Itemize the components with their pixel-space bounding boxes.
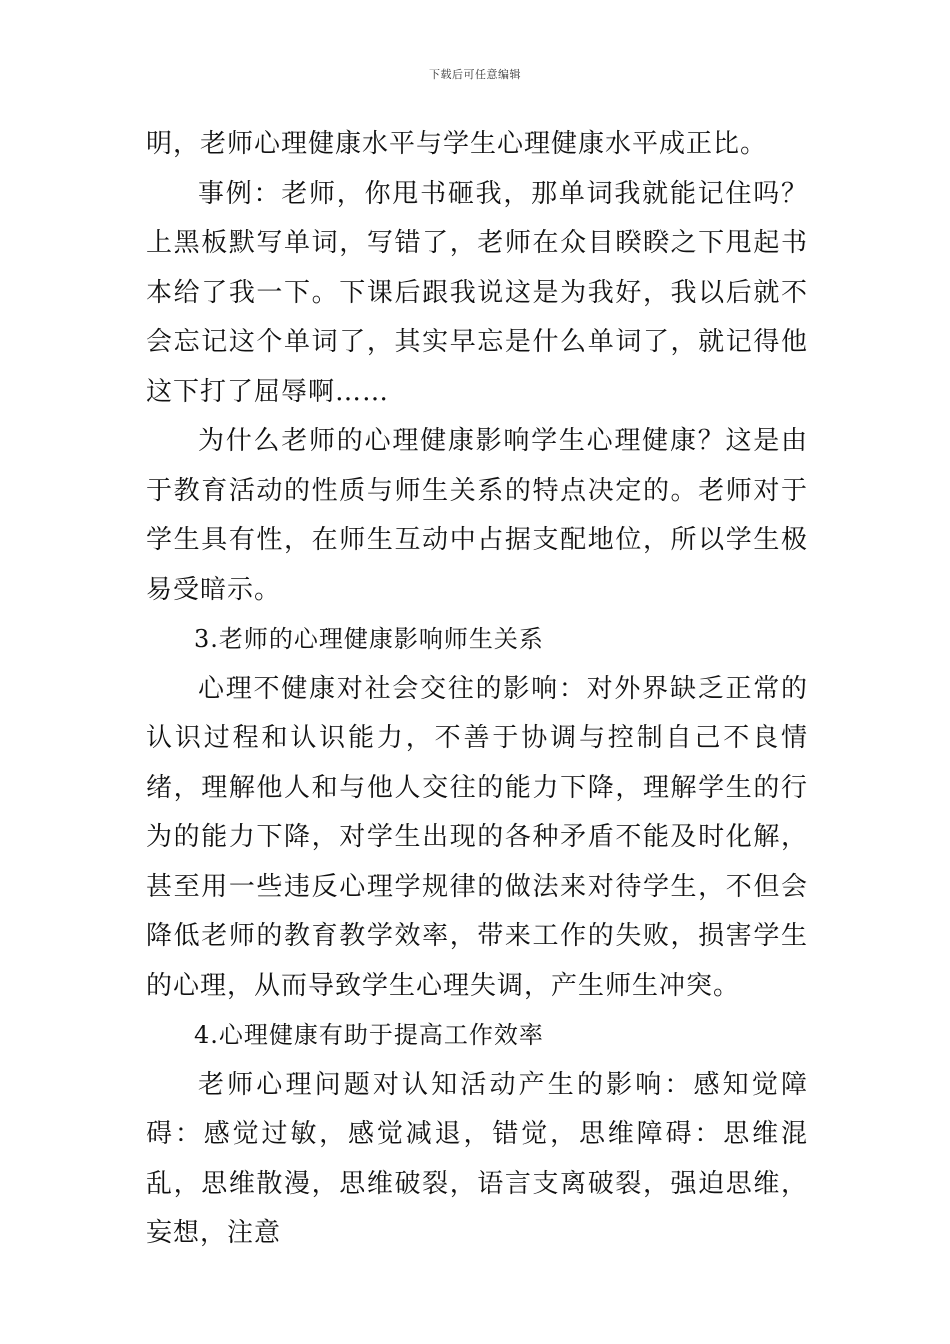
paragraph-continuation: 明，老师心理健康水平与学生心理健康水平成正比。 — [146, 129, 768, 159]
section-heading-3: 3.老师的心理健康影响师生关系 — [194, 625, 544, 653]
paragraph-social-interaction: 心理不健康对社会交往的影响：对外界缺乏正常的认识过程和认识能力，不善于协调与控制自己不良情绪，理解他人和与他人交往的能力下降，理解学生的行为的能力下降，对学生出现的各种矛盾不能及时化解，甚至用一些违反心理学规律的做法来对待学生，不但会降低老师的教育教学效率，带来工作的失败，损害学生的心理，从而导致学生心理失调，产生师生冲突。 — [146, 673, 808, 1001]
paragraph-example: 事例：老师，你甩书砸我，那单词我就能记住吗？上黑板默写单词，写错了，老师在众目睽睽之下甩起书本给了我一下。下课后跟我说这是为我好，我以后就不会忘记这个单词了，其实早忘是什么单词了，就记得他这下打了屈辱啊…… — [146, 178, 808, 407]
paragraph-why-influence: 为什么老师的心理健康影响学生心理健康？这是由于教育活动的性质与师生关系的特点决定的。老师对于学生具有性，在师生互动中占据支配地位，所以学生极易受暗示。 — [146, 426, 808, 605]
paragraph-cognitive-effects: 老师心理问题对认知活动产生的影响：感知觉障碍：感觉过敏，感觉减退，错觉，思维障碍：思维混乱，思维散漫，思维破裂，语言支离破裂，强迫思维，妄想，注意 — [146, 1069, 808, 1248]
document-body — [146, 120, 808, 1259]
section-heading-4: 4.心理健康有助于提高工作效率 — [194, 1021, 544, 1049]
page-header-note: 下载后可任意编辑 — [429, 68, 521, 81]
